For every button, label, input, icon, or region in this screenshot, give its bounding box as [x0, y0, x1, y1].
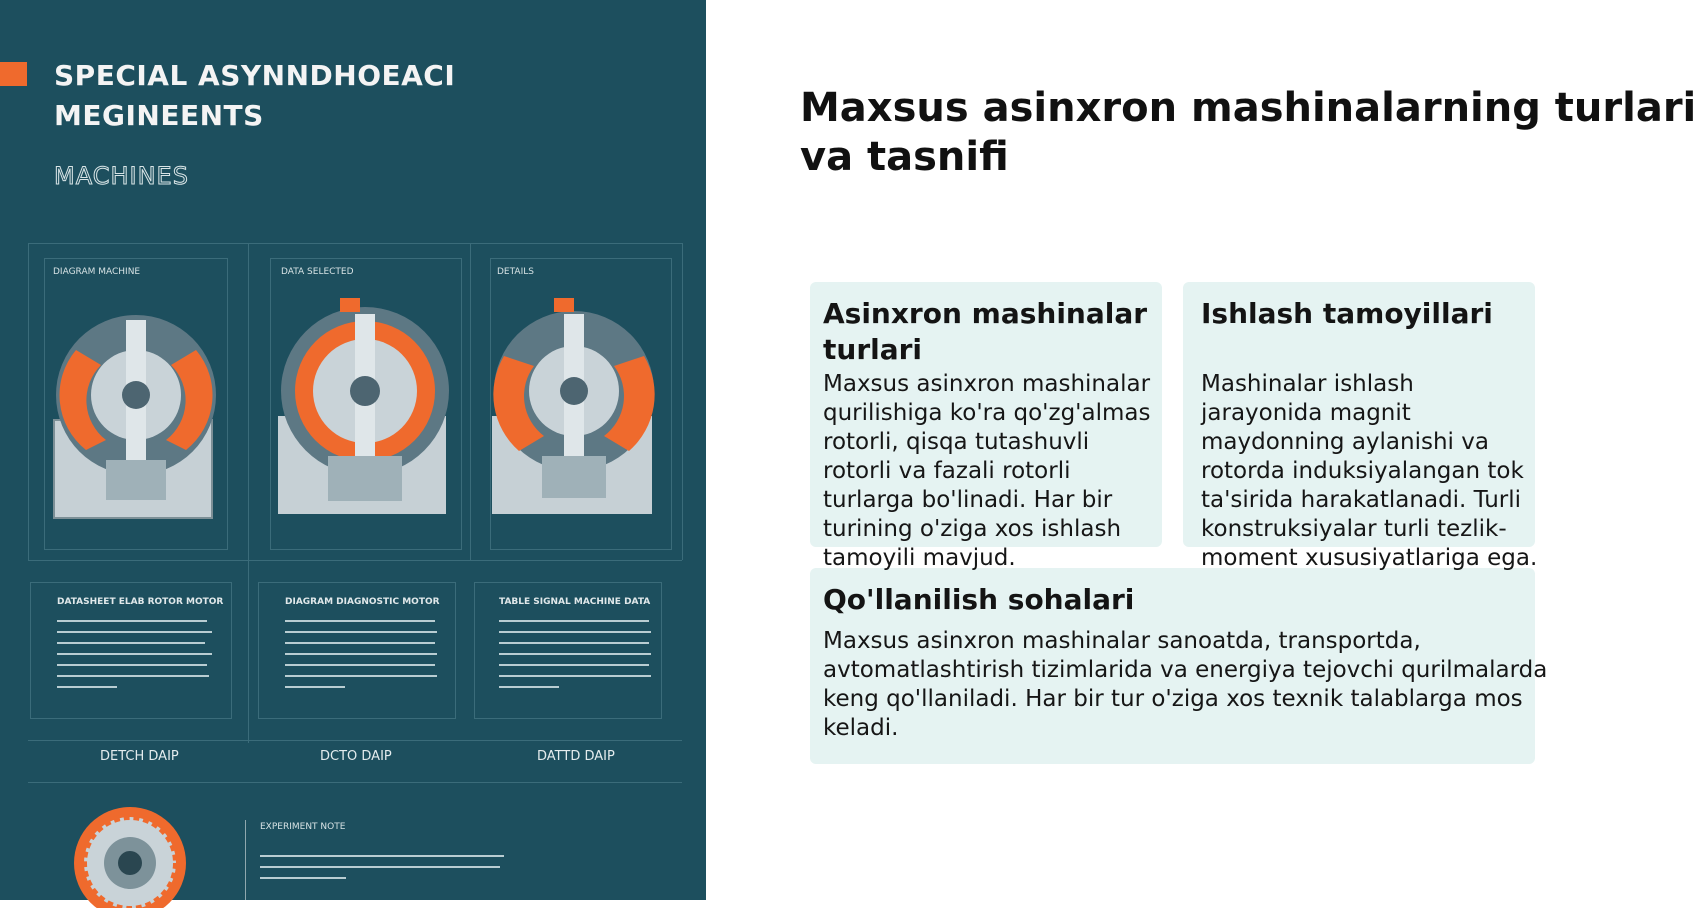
text-line: qurilishiga ko'ra qo'zg'almas: [823, 400, 1151, 426]
card-title-line: Qo'llanilish sohalari: [823, 583, 1135, 616]
text-line: konstruksiyalar turli tezlik-: [1201, 516, 1507, 542]
page-title-line1: Maxsus asinxron mashinalarning turlari: [800, 85, 1696, 131]
text-panel-title: DIAGRAM DIAGNOSTIC MOTOR: [285, 597, 440, 607]
card-title-applications: [823, 582, 1134, 618]
bottom-note-title: EXPERIMENT NOTE: [260, 822, 346, 832]
card-title-principles: [1201, 296, 1493, 332]
poster-title-line1: SPECIAL ASYNNDHOEACI: [54, 59, 456, 92]
panel-title: DIAGRAM MACHINE: [53, 267, 141, 277]
card-title-line: Ishlash tamoyillari: [1201, 297, 1493, 330]
gear-icon: [68, 808, 192, 908]
text-line: turining o'ziga xos ishlash: [823, 516, 1122, 542]
text-line: avtomatlashtirish tizimlarida va energiya tejovchi qurilmalarda: [823, 657, 1548, 683]
grid-line: [28, 740, 682, 741]
card-title-machine-types: [823, 296, 1147, 368]
text-lines: [260, 852, 520, 888]
poster-caption: DATTD DAIP: [537, 749, 615, 764]
text-line: jarayonida magnit: [1201, 400, 1411, 426]
accent-bar: [0, 62, 27, 86]
grid-line: [28, 243, 682, 244]
panel-title: DATA SELECTED: [281, 267, 354, 277]
grid-line: [682, 243, 683, 560]
grid-line: [28, 560, 682, 561]
motor-illustration: [484, 296, 664, 521]
motor-illustration: [270, 296, 460, 521]
poster-image: [0, 0, 706, 900]
poster-title-line2: MEGINEENTS: [54, 99, 264, 132]
grid-line: [28, 243, 29, 560]
text-line: rotorli, qisqa tutashuvli: [823, 429, 1090, 455]
text-lines: [499, 617, 659, 697]
text-panel-1: [30, 582, 232, 719]
card-title-line: Asinxron mashinalar: [823, 297, 1148, 330]
text-line: Maxsus asinxron mashinalar sanoatda, transportda,: [823, 628, 1421, 654]
grid-line: [28, 782, 682, 783]
divider: [245, 820, 246, 900]
text-line: maydonning aylanishi va: [1201, 429, 1489, 455]
text-panel-3: [474, 582, 662, 719]
text-lines: [57, 617, 217, 697]
poster-caption: DCTO DAIP: [320, 749, 392, 764]
poster-subtitle: MACHINES: [54, 162, 189, 190]
motor-illustration: [46, 300, 226, 525]
card-title-line: turlari: [823, 333, 923, 366]
card-text-applications: [823, 627, 1547, 743]
text-line: turlarga bo'linadi. Har bir: [823, 487, 1113, 513]
text-line: rotorli va fazali rotorli: [823, 458, 1071, 484]
grid-line: [248, 243, 249, 743]
text-line: keng qo'llaniladi. Har bir tur o'ziga xos texnik talablarga mos: [823, 686, 1523, 712]
text-line: Mashinalar ishlash: [1201, 371, 1414, 397]
text-lines: [285, 617, 445, 697]
text-line: rotorda induksiyalangan tok: [1201, 458, 1524, 484]
text-line: Maxsus asinxron mashinalar: [823, 371, 1151, 397]
text-panel-title: TABLE SIGNAL MACHINE DATA: [499, 597, 651, 607]
grid-line: [470, 243, 471, 560]
poster-title: [54, 56, 674, 136]
poster-caption: DETCH DAIP: [100, 749, 179, 764]
page-title: [800, 84, 1696, 182]
text-line: ta'sirida harakatlanadi. Turli: [1201, 487, 1522, 513]
page-title-line2: va tasnifi: [800, 134, 1009, 180]
text-line: moment xususiyatlariga ega.: [1201, 545, 1538, 571]
card-text-principles: [1201, 370, 1537, 573]
text-panel-2: [258, 582, 456, 719]
text-line: keladi.: [823, 715, 899, 741]
panel-title: DETAILS: [497, 267, 534, 277]
card-text-machine-types: [823, 370, 1150, 573]
text-panel-title: DATASHEET ELAB ROTOR MOTOR: [57, 597, 224, 607]
text-line: tamoyili mavjud.: [823, 545, 1016, 571]
